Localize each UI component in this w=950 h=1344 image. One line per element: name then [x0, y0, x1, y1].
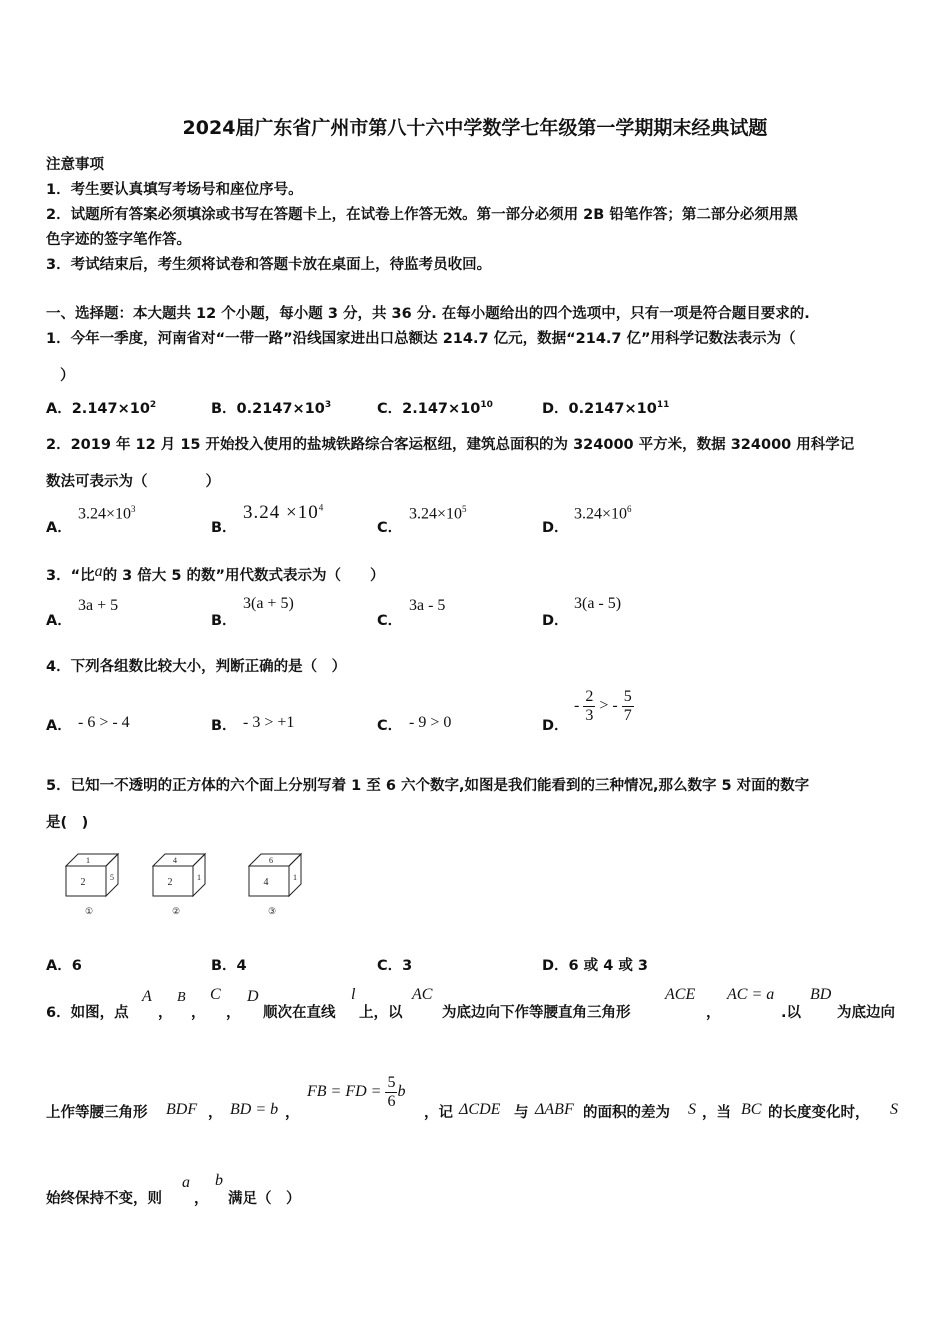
q4-option-b-expr: - 3 > +1 [243, 714, 295, 731]
q4-option-b-label: B． [211, 718, 237, 734]
cube-3-side: 1 [293, 873, 297, 882]
q3-option-c-label: C． [377, 613, 403, 629]
q6-text: 与 [514, 1105, 529, 1121]
notice-heading: 注意事项 [46, 157, 104, 173]
q6-text: 满足（ ） [228, 1191, 301, 1207]
q3-option-c-expr: 3a - 5 [409, 597, 446, 614]
q6-text: ， [226, 1005, 241, 1021]
cube-1 [66, 854, 118, 916]
q1-option-b: B．$0.2147\times 10^3$ [211, 400, 332, 417]
q2-option-c-label: C． [377, 520, 403, 536]
q6-bdf: BDF [166, 1101, 198, 1118]
q2-option-d-label: D． [542, 520, 569, 536]
q6-text: ， [191, 1005, 206, 1021]
cube-2-top: 4 [173, 856, 177, 865]
notice-item: 色字迹的签字笔作答。 [46, 232, 191, 248]
question-5-stem-end: 是( ) [46, 815, 89, 831]
q2-option-b-expr: $3.24 \times 10^4$ [243, 502, 325, 523]
q6-s: S [688, 1101, 696, 1118]
q6-text: 的长度变化时， [768, 1105, 870, 1121]
q6-cde: ΔCDE [459, 1101, 501, 1118]
q3-option-d-label: D． [542, 613, 569, 629]
cube-2-side: 1 [197, 873, 201, 882]
q6-abf: ΔABF [535, 1101, 574, 1118]
q6-text: ， [285, 1105, 300, 1121]
q5-option-b: B．4 [211, 958, 247, 974]
q6-text: 上作等腰三角形 [46, 1105, 148, 1121]
q6-text: ，记 [424, 1105, 453, 1121]
q2-option-a-label: A． [46, 520, 72, 536]
q6-bd: BD [810, 986, 832, 1003]
q6-text: 为底边向 [837, 1005, 895, 1021]
q6-text: 6．如图，点 [46, 1005, 129, 1021]
cube-1-caption: ① [84, 906, 94, 916]
cube-2 [153, 854, 205, 916]
q1-option-c: C．$2.147\times 10^{10}$ [377, 400, 493, 417]
q6-point-a: A [142, 988, 152, 1005]
page-title: 2024届广东省广州市第八十六中学数学七年级第一学期期末经典试题 [182, 117, 768, 139]
cube-1-front: 2 [80, 877, 86, 888]
q6-ac: AC [412, 986, 433, 1003]
question-3-stem: 3．“比a的 3 倍大 5 的数”用代数式表示为（ ） [46, 563, 385, 584]
q6-text: 顺次在直线 [263, 1005, 336, 1021]
q6-s2: S [890, 1101, 898, 1118]
q6-text: 始终保持不变，则 [46, 1191, 162, 1207]
question-2-stem-end: 数法可表示为（ ） [46, 474, 220, 490]
cube-1-top: 1 [86, 856, 90, 865]
notice-item: 2．试题所有答案必须填涂或书写在答题卡上，在试卷上作答无效。第一部分必须用 2B 铅笔作答；第二部分必须用黑 [46, 207, 798, 223]
q5-option-d: D．6 或 4 或 3 [542, 958, 648, 974]
q6-ac-eq-a: AC = a [727, 986, 775, 1003]
q3-option-a-label: A． [46, 613, 72, 629]
section-heading: 一、选择题：本大题共 12 个小题，每小题 3 分，共 36 分. 在每小题给出的四个选项中，只有一项是符合题目要求的. [46, 306, 810, 322]
q6-text: ，当 [702, 1105, 731, 1121]
cubes-figure [60, 848, 320, 920]
q3-option-d-expr: 3(a - 5) [574, 595, 622, 612]
q2-option-c-expr: $3.24\times 10^5$ [409, 504, 467, 523]
q5-option-a: A．6 [46, 958, 82, 974]
notice-item: 1．考生要认真填写考场号和座位序号。 [46, 182, 303, 198]
question-5-stem: 5．已知一不透明的正方体的六个面上分别写着 1 至 6 六个数字,如图是我们能看到的三种情况,那么数字 5 对面的数字 [46, 778, 810, 794]
cube-2-front: 2 [167, 877, 173, 888]
cube-1-side: 5 [110, 873, 114, 882]
q6-point-b: B [177, 990, 186, 1005]
q6-var-a: a [182, 1174, 190, 1191]
question-1-stem: 1．今年一季度，河南省对“一带一路”沿线国家进出口总额达 214.7 亿元，数据“214.7 亿”用科学记数法表示为（ [46, 331, 796, 347]
q4-option-d-expr: - $\frac{2}{3}$ > - $\frac{5}{7}$ [574, 688, 632, 724]
q2-option-b-label: B． [211, 520, 237, 536]
q6-line-l: l [351, 986, 356, 1003]
q5-option-c: C．3 [377, 958, 413, 974]
q4-option-a-label: A． [46, 718, 72, 734]
q3-option-b-label: B． [211, 613, 237, 629]
q6-text: 的面积的差为 [583, 1105, 670, 1121]
q6-text: 为底边向下作等腰直角三角形 [442, 1005, 631, 1021]
cube-3-front: 4 [263, 877, 269, 888]
cube-3 [249, 854, 301, 916]
cube-3-top: 6 [269, 856, 273, 865]
q6-fb-fd: FB = FD = $\frac{5}{6}$ b [307, 1074, 406, 1110]
q6-text: 上，以 [359, 1005, 403, 1021]
q6-ace: ACE [665, 986, 696, 1003]
cube-2-caption: ② [171, 906, 181, 916]
q1-option-d: D．$0.2147\times 10^{11}$ [542, 400, 670, 417]
q6-bd-eq-b: BD = b [230, 1101, 279, 1118]
q3-option-a-expr: 3a + 5 [78, 597, 119, 614]
question-1-stem-end: ） [60, 368, 75, 384]
cube-3-caption: ③ [267, 906, 277, 916]
q4-option-c-label: C． [377, 718, 403, 734]
q4-option-d-label: D． [542, 718, 569, 734]
question-4-stem: 4．下列各组数比较大小，判断正确的是（ ） [46, 659, 347, 675]
q6-point-c: C [210, 986, 221, 1003]
q4-option-c-expr: - 9 > 0 [409, 714, 452, 731]
q6-point-d: D [247, 988, 259, 1005]
q6-bc: BC [741, 1101, 762, 1118]
q1-option-a: A．$2.147\times 10^2$ [46, 400, 157, 417]
notice-item: 3．考试结束后，考生须将试卷和答题卡放在桌面上，待监考员收回。 [46, 257, 492, 273]
q6-text: ， [208, 1105, 223, 1121]
q6-text: ， [706, 1005, 721, 1021]
question-2-stem: 2．2019 年 12 月 15 开始投入使用的盐城铁路综合客运枢纽，建筑总面积的为 324000 平方米，数据 324000 用科学记 [46, 437, 855, 453]
q4-option-a-expr: - 6 > - 4 [78, 714, 130, 731]
q6-text: ， [158, 1005, 173, 1021]
q6-text: .以 [781, 1005, 802, 1021]
q6-var-b: b [215, 1172, 223, 1189]
q3-option-b-expr: 3(a + 5) [243, 595, 294, 612]
q2-option-a-expr: $3.24\times 10^3$ [78, 504, 136, 523]
q6-text: ， [194, 1191, 209, 1207]
q2-option-d-expr: $3.24\times 10^6$ [574, 504, 632, 523]
